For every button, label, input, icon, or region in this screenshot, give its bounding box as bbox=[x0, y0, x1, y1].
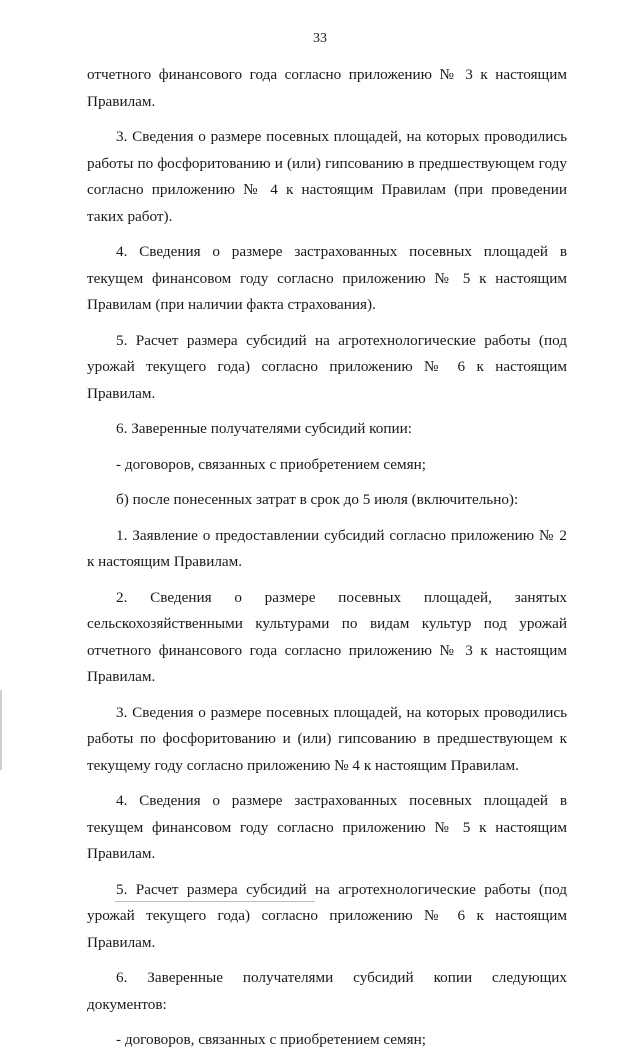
scan-artifact-edge bbox=[0, 690, 2, 770]
scan-artifact-bottom bbox=[115, 901, 315, 902]
page-number: 33 bbox=[313, 31, 327, 46]
paragraph-section-b-heading: б) после понесенных затрат в срок до 5 июля (включительно): bbox=[116, 491, 519, 508]
paragraph-item-4-insured-areas-second: 4. Сведения о размере застрахованных посевных площадей в текущем финансовом году согласно приложению № 5 к настоящим Правилам. bbox=[87, 792, 567, 862]
paragraph-item-4-insured-areas: 4. Сведения о размере застрахованных посевных площадей в текущем финансовом году согласно приложению № 5 к настоящим Правилам (при наличии факта страхования). bbox=[87, 243, 567, 313]
paragraph-item-3-phosphoritization-second: 3. Сведения о размере посевных площадей, на которых проводились работы по фосфоритованию и (или) гипсованию в предшествующем к текущему году согласно приложению № 4 к настоящим Правилам. bbox=[87, 703, 567, 774]
paragraph-continuation: отчетного финансового года согласно приложению № 3 к настоящим Правилам. bbox=[87, 66, 567, 110]
paragraph-item-3-phosphoritization: 3. Сведения о размере посевных площадей, на которых проводились работы по фосфоритованию и (или) гипсованию в предшествующем году согласно приложению № 4 к настоящим Правилам (при проведении таких работ). bbox=[87, 128, 567, 225]
paragraph-item-2-sown-areas: 2. Сведения о размере посевных площадей, занятых сельскохозяйственными культурами по видам культур под урожай отчетного финансового года согласно приложению № 3 к настоящим Правилам. bbox=[87, 588, 567, 685]
paragraph-item-5-subsidy-calculation: 5. Расчет размера субсидий на агротехнологические работы (под урожай текущего года) согласно приложению № 6 к настоящим Правилам. bbox=[87, 331, 567, 402]
document-body bbox=[87, 62, 567, 1063]
paragraph-item-6-certified-copies-second: 6. Заверенные получателями субсидий копии следующих документов: bbox=[87, 969, 567, 1013]
paragraph-item-5-subsidy-calculation-second: 5. Расчет размера субсидий на агротехнологические работы (под урожай текущего года) согласно приложению № 6 к настоящим Правилам. bbox=[87, 880, 567, 951]
paragraph-seed-contracts: - договоров, связанных с приобретением семян; bbox=[116, 455, 426, 473]
paragraph-seed-contracts-second: - договоров, связанных с приобретением семян; bbox=[116, 1031, 426, 1048]
paragraph-item-6-certified-copies: 6. Заверенные получателями субсидий копии: bbox=[116, 420, 412, 437]
paragraph-item-1-application: 1. Заявление о предоставлении субсидий согласно приложению № 2 к настоящим Правилам. bbox=[87, 526, 567, 570]
